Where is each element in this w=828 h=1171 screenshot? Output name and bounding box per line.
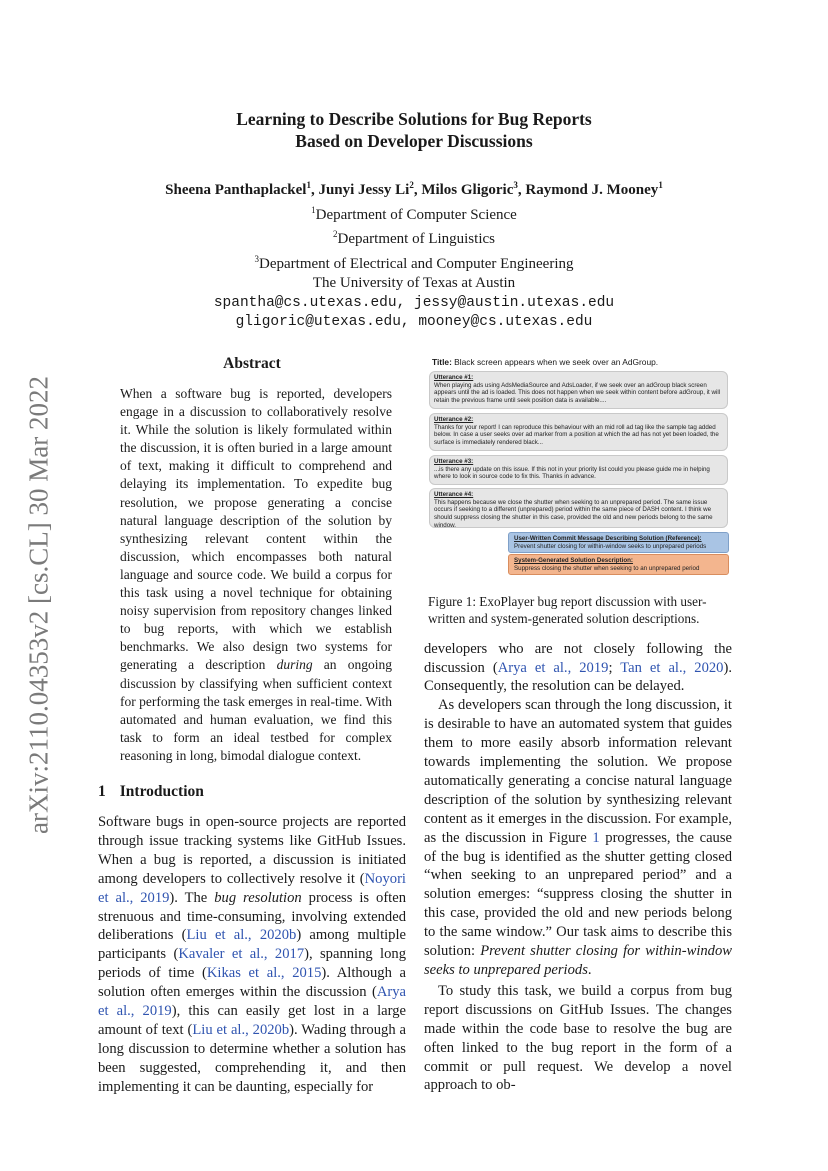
citation-link[interactable]: 1	[592, 829, 600, 846]
intro-paragraph	[98, 813, 406, 1097]
affiliation	[0, 225, 828, 250]
section-number: 1	[98, 782, 106, 800]
author-affiliation-marker: 1	[658, 180, 663, 190]
figure-caption-text: ExoPlayer bug report discussion with user-written and system-generated solution descriptions.	[428, 594, 707, 626]
text-run: ), this can easily get lost in a large amount of text (	[98, 1003, 406, 1038]
arxiv-sidebar	[16, 360, 62, 850]
reference-solution-text: Prevent shutter closing for within-window seeks to unprepared periods	[514, 542, 707, 550]
emphasis-text: bug resolution	[214, 889, 302, 906]
citation-link[interactable]: Liu et al., 2020b	[192, 1021, 290, 1038]
utterance-label: Utterance #4:	[434, 491, 474, 498]
affiliation-marker: 1	[311, 204, 316, 215]
figure-caption-label: Figure 1:	[428, 594, 480, 609]
generated-solution-text: Suppress closing the shutter when seeking to an unprepared period	[514, 564, 700, 572]
author-block	[0, 176, 828, 333]
citation-link[interactable]: Tan et al., 2020	[620, 659, 724, 676]
abstract-text-part2: an ongoing discussion by classifying when sufficient context for performing the task emerges in real-time. With automated and human evaluation, we find this task to form an ideal testbed for complex reasoning in long, bimodal dialogue context.	[120, 657, 392, 763]
paper-title	[0, 108, 828, 152]
emails-line2: gligoric@utexas.edu, mooney@cs.utexas.edu	[235, 314, 593, 330]
text-run: To study this task, we build a corpus from bug report discussions on GitHub Issues. The changes made within the code base to resolve the bug are often linked to the bug report in the form of a commit or pull request. We develop a novel approach to ob-	[424, 982, 732, 1094]
body-paragraph	[424, 982, 732, 1095]
reference-solution-label: User-Written Commit Message Describing Solution (Reference):	[514, 535, 702, 542]
author-affiliation-marker: 1	[306, 180, 311, 190]
author-name: Milos Gligoric	[421, 182, 514, 198]
citation-link[interactable]: Liu et al., 2020b	[186, 927, 297, 944]
text-run: developers who are not closely following the discussion (	[424, 640, 732, 676]
abstract-heading: Abstract	[223, 355, 281, 372]
author-separator: ,	[413, 182, 422, 198]
abstract-text	[120, 385, 392, 765]
text-run: As developers scan through the long discussion, it is desirable to have an automated system that guides them to more easily absorb information relevant towards implementing the solution. We propose automatically generating a concise natural language description of the solution by synthesizing relevant content as it emerges in the discussion. For example, as the discussion in Figure	[424, 697, 732, 846]
affiliation-text: Department of Linguistics	[337, 231, 495, 247]
text-run: Software bugs in open-source projects are reported through issue tracking systems like GitHub Issues. When a bug is reported, a discussion is initiated among developers to collectively resolve it (	[98, 813, 406, 887]
utterance-label: Utterance #3:	[434, 458, 474, 465]
utterance-text: Thanks for your report! I can reproduce this behaviour with an mid roll ad tag like the sample tag added below. In case a user seeks over ad marker from a position at which the ad has not yet been loaded, the surface is immediately rendered black...	[434, 423, 719, 447]
text-run: .	[587, 962, 592, 978]
utterance-text: When playing ads using AdsMediaSource and AdsLoader, if we seek over an adGroup black screen appears until the ad is loaded. This does not happen when we seek within content before adGroup, it will retain the previous frame until seek position data is available....	[434, 381, 721, 405]
right-column	[424, 352, 732, 1095]
author-name: Sheena Panthaplackel	[165, 182, 307, 198]
utterance-text: ...is there any update on this issue. If this not in your priority list could you please guide me in helping where to look in source code to fix this. Thanks in advance.	[434, 465, 710, 481]
body-paragraph	[424, 640, 732, 697]
author-separator: ,	[310, 182, 319, 198]
author-affiliation-marker: 2	[409, 180, 414, 190]
citation-link[interactable]: Arya et al., 2019	[497, 659, 609, 676]
figure-title-text: Black screen appears when we seek over an AdGroup.	[451, 357, 659, 367]
author-affiliation-marker: 3	[513, 180, 518, 190]
affiliation-marker: 3	[254, 253, 260, 264]
text-run: ). Wading through a long discussion to determine whether a solution has been suggested, comprehending it, and then implementing it can be daunting, especially for	[98, 1021, 406, 1095]
text-run: progresses, the cause of the bug is identified as the shutter getting closed “when seeking to an unprepared period” and a solution emerges: “suppress closing the shutter in this case, provided the old and new periods belong to the same window.” Our task aims to describe this solution:	[424, 829, 733, 960]
citation-link[interactable]: Noyori et al., 2019	[98, 870, 406, 906]
text-run: ). Consequently, the resolution can be delayed.	[424, 659, 732, 695]
text-run: ;	[608, 659, 621, 676]
text-run: ). The	[169, 889, 215, 906]
affiliation-text: Department of Computer Science	[315, 206, 517, 223]
citation-link[interactable]: Arya et al., 2019	[98, 984, 406, 1020]
arxiv-identifier: arXiv:2110.04353v2 [cs.CL] 30 Mar 2022	[23, 376, 54, 834]
citation-link[interactable]: Kikas et al., 2015	[206, 965, 322, 982]
utterance-label: Utterance #2:	[434, 416, 474, 423]
author-name: Junyi Jessy Li	[318, 182, 410, 198]
section-title: Introduction	[119, 782, 204, 800]
university: The University of Texas at Austin	[312, 275, 516, 291]
text-run: ), spanning long periods of time (	[98, 946, 406, 982]
abstract-text-part1: When a software bug is reported, developers engage in a discussion to collaboratively resolve it. While the solution is likely formulated within the discussion, it is often buried in a large amount of text, making it difficult to comprehend and delaying its implementation. To expedite bug resolution, we propose generating a concise natural language description of the solution by synthesizing relevant content within the discussion, which encompasses both natural language and source code. We build a corpus for this task using a novel technique for obtaining noisy supervision from repository changes linked to bug reports, with which we establish benchmarks. We also design two systems for generating a description	[120, 386, 392, 673]
figure-caption	[428, 594, 732, 628]
affiliation-marker: 2	[333, 229, 338, 239]
paper-title-line1: Learning to Describe Solutions for Bug Reports	[236, 109, 592, 129]
generated-solution-box	[508, 554, 729, 575]
paper-title-line2: Based on Developer Discussions	[295, 131, 533, 151]
emphasis-text: Prevent shutter closing for within-window seeks to unprepared periods	[424, 943, 732, 978]
author-separator: ,	[517, 182, 526, 198]
body-paragraph	[424, 696, 732, 980]
utterance-box	[429, 413, 728, 451]
author-name: Raymond J. Mooney	[525, 182, 659, 198]
emails-line1: spantha@cs.utexas.edu, jessy@austin.utexas.edu	[213, 294, 615, 311]
affiliation	[0, 201, 828, 226]
affiliation	[0, 250, 828, 275]
author-names	[0, 176, 828, 201]
utterance-box	[429, 488, 728, 528]
utterance-label: Utterance #1:	[434, 374, 474, 381]
generated-solution-label: System-Generated Solution Description:	[514, 557, 633, 564]
text-run: process is often strenuous and time-consuming, involving extended deliberations (	[98, 889, 407, 944]
abstract-text-emphasis: during	[276, 657, 313, 673]
utterance-text: This happens because we close the shutter when seeking to an unprepared period. The same issue occurs if seeking to a different (unprepared) period within the same piece of DASH content. I think we should suppress closing the shutter in this case, provided the old and new periods belong to the same window.	[434, 498, 713, 529]
utterance-box	[429, 371, 728, 409]
text-run: ). Although a solution often emerges within the discussion (	[98, 965, 406, 1001]
figure-title-label: Title:	[432, 357, 452, 367]
figure-1	[424, 352, 732, 580]
left-column	[98, 352, 406, 1097]
reference-solution-box	[508, 532, 729, 553]
utterance-box	[429, 455, 728, 485]
text-run: ) among multiple participants (	[98, 927, 407, 963]
figure-bug-title	[432, 357, 658, 367]
section-heading-introduction	[98, 783, 406, 801]
affiliation-text: Department of Electrical and Computer Engineering	[259, 255, 574, 272]
citation-link[interactable]: Kavaler et al., 2017	[178, 946, 305, 963]
affiliation-list	[0, 201, 828, 275]
